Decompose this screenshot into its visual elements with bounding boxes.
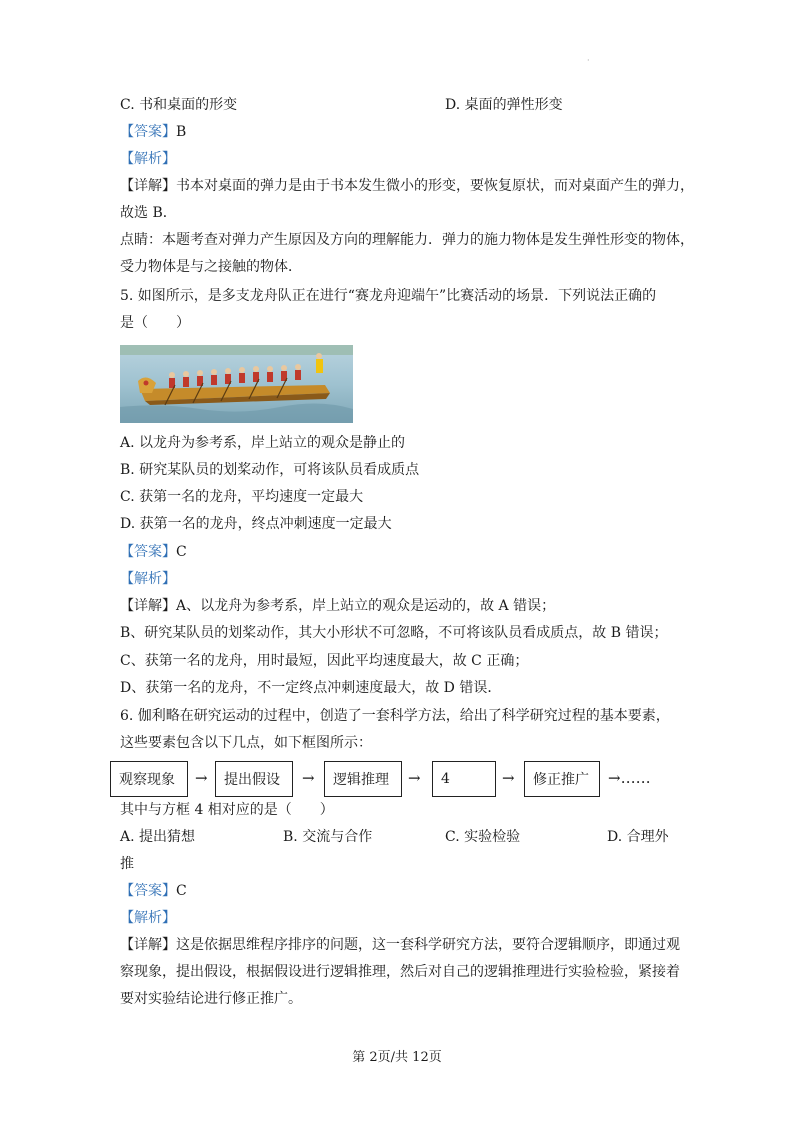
flow-box-3: 逻辑推理 — [324, 761, 402, 797]
q6-stem-line-1: 6. 伽利略在研究运动的过程中，创造了一套科学方法，给出了科学研究过程的基本要素， — [120, 708, 670, 724]
detail-tag: 【详解】 — [120, 178, 176, 194]
q6-detail-line-2: 察现象，提出假设，根据假设进行逻辑推理，然后对自己的逻辑推理进行实验检验，紧接着 — [120, 964, 680, 980]
flow-box-4: 4 — [432, 761, 496, 797]
page-footer: 第 2页/共 12页 — [352, 1050, 442, 1065]
q5-option-d: D. 获第一名的龙舟，终点冲刺速度一定最大 — [120, 516, 392, 532]
answer-value: C — [176, 883, 187, 899]
answer-tag: 【答案】 — [120, 124, 176, 140]
detail-text: 这是依据思维程序排序的问题，这一套科学研究方法，要符合逻辑顺序，即通过观 — [176, 937, 680, 953]
q4-option-c: C. 书和桌面的形变 — [120, 97, 238, 113]
answer-tag: 【答案】 — [120, 883, 176, 899]
detail-text: A、以龙舟为参考系，岸上站立的观众是运动的，故 A 错误； — [176, 598, 556, 614]
q6-option-b: B. 交流与合作 — [283, 829, 373, 845]
flow-arrow-3: → — [408, 769, 421, 787]
q5-stem-line-2: 是（ ） — [120, 315, 190, 331]
q6-option-a: A. 提出猜想 — [120, 829, 196, 845]
q5-detail-b: B、研究某队员的划桨动作，其大小形状不可忽略，不可将该队员看成质点，故 B 错误； — [120, 625, 668, 641]
q4-note-line-1: 点睛：本题考查对弹力产生原因及方向的理解能力．弹力的施力物体是发生弹性形变的物体， — [120, 232, 694, 248]
flow-arrow-4: → — [502, 769, 515, 787]
flow-box-1: 观察现象 — [110, 761, 188, 797]
q6-option-d: D. 合理外 — [607, 829, 669, 845]
q4-note-line-2: 受力物体是与之接触的物体． — [120, 259, 302, 275]
q5-stem-line-1: 5. 如图所示，是多支龙舟队正在进行“赛龙舟迎端午”比赛活动的场景．下列说法正确的 — [120, 288, 657, 304]
dragon-boat-photo — [120, 345, 353, 423]
detail-tag: 【详解】 — [120, 937, 176, 953]
dragon-boat-illustration — [120, 345, 353, 423]
q4-analysis-tag: 【解析】 — [120, 151, 176, 167]
answer-value: B — [176, 124, 187, 140]
q6-option-d-wrap: 推 — [120, 856, 134, 872]
q5-detail-c: C、获第一名的龙舟，用时最短，因此平均速度最大，故 C 正确； — [120, 653, 529, 669]
q4-detail-line-1 — [120, 176, 694, 196]
q5-detail-a — [120, 596, 555, 616]
q6-question: 其中与方框 4 相对应的是（ ） — [120, 802, 334, 818]
flow-arrow-1: → — [195, 769, 208, 787]
q6-detail-line-3: 要对实验结论进行修正推广。 — [120, 991, 302, 1007]
q6-answer — [120, 881, 187, 901]
q4-option-d: D. 桌面的弹性形变 — [445, 97, 563, 113]
q4-detail-line-2: 故选 B． — [120, 205, 177, 221]
q5-detail-d: D、获第一名的龙舟，不一定终点冲刺速度最大，故 D 错误． — [120, 680, 502, 696]
q6-option-c: C. 实验检验 — [445, 829, 521, 845]
q6-analysis-tag: 【解析】 — [120, 910, 176, 926]
q5-answer — [120, 542, 187, 562]
detail-text: 书本对桌面的弹力是由于书本发生微小的形变，要恢复原状，而对桌面产生的弹力， — [176, 178, 694, 194]
q5-option-a: A. 以龙舟为参考系，岸上站立的观众是静止的 — [120, 435, 406, 451]
flow-box-2: 提出假设 — [215, 761, 293, 797]
flow-box-5: 修正推广 — [524, 761, 600, 797]
answer-tag: 【答案】 — [120, 544, 176, 560]
q5-option-b: B. 研究某队员的划桨动作，可将该队员看成质点 — [120, 462, 420, 478]
q5-option-c: C. 获第一名的龙舟，平均速度一定最大 — [120, 489, 364, 505]
flow-tail: →…… — [608, 769, 651, 787]
detail-tag: 【详解】 — [120, 598, 176, 614]
q5-analysis-tag: 【解析】 — [120, 571, 176, 587]
q6-stem-line-2: 这些要素包含以下几点，如下框图所示： — [120, 735, 372, 751]
flow-arrow-2: → — [302, 769, 315, 787]
answer-value: C — [176, 544, 187, 560]
corner-mark: · — [587, 56, 590, 65]
q6-detail-line-1 — [120, 935, 680, 955]
q4-answer — [120, 122, 186, 142]
